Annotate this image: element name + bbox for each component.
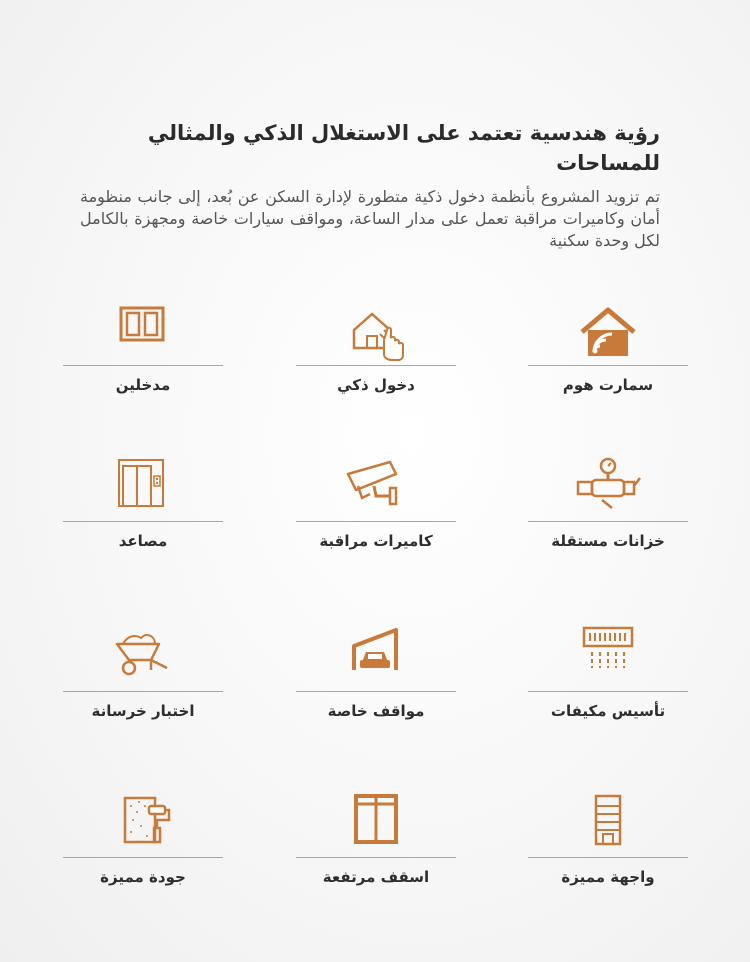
feature-label: دخول ذكي [337, 376, 415, 394]
feature-double-door [63, 300, 223, 420]
feature-label: واجهة مميزة [561, 868, 655, 886]
divider [63, 691, 223, 692]
divider [528, 857, 688, 858]
feature-quality [63, 792, 223, 912]
high-ceiling-window-icon [340, 792, 412, 856]
feature-water-tanks [528, 456, 688, 576]
feature-label: جودة مميزة [100, 868, 186, 886]
wheelbarrow-icon [107, 626, 179, 690]
feature-label: مدخلين [115, 376, 171, 394]
feature-label: تأسيس مكيفات [550, 702, 666, 720]
feature-label: مواقف خاصة [327, 702, 425, 720]
divider [296, 691, 456, 692]
feature-cameras [296, 456, 456, 576]
feature-label: خزانات مستقلة [551, 532, 665, 550]
feature-concrete-test [63, 626, 223, 746]
water-tank-valve-icon [572, 456, 644, 520]
paint-roller-wall-icon [107, 792, 179, 856]
air-conditioner-icon [572, 626, 644, 690]
smart-entry-icon [340, 300, 412, 364]
feature-smart-entry [296, 300, 456, 420]
feature-high-ceilings [296, 792, 456, 912]
feature-smart-home [528, 300, 688, 420]
divider [63, 521, 223, 522]
facade-building-icon [572, 792, 644, 856]
feature-label: كاميرات مراقبة [319, 532, 433, 550]
divider [528, 521, 688, 522]
divider [63, 365, 223, 366]
divider [296, 521, 456, 522]
smart-home-icon [572, 300, 644, 364]
divider [63, 857, 223, 858]
feature-facade [528, 792, 688, 912]
divider [296, 857, 456, 858]
double-door-icon [107, 300, 179, 364]
feature-parking [296, 626, 456, 746]
security-camera-icon [340, 456, 412, 520]
elevator-icon [107, 456, 179, 520]
feature-ac [528, 626, 688, 746]
car-garage-icon [340, 626, 412, 690]
feature-label: اسقف مرتفعة [322, 868, 430, 886]
divider [528, 691, 688, 692]
page-title: رؤية هندسية تعتمد على الاستغلال الذكي والمثالي للمساحات [147, 121, 660, 175]
feature-elevators [63, 456, 223, 576]
feature-label: سمارت هوم [562, 376, 654, 394]
feature-label: مصاعد [118, 532, 168, 550]
divider [528, 365, 688, 366]
feature-label: اختبار خرسانة [91, 702, 195, 720]
divider [296, 365, 456, 366]
intro-description: تم تزويد المشروع بأنظمة دخول ذكية متطورة لإدارة السكن عن بُعد، إلى جانب منظومة أمان وكاميرات مراقبة تعمل على مدار الساعة، ومواقف سيارات خاصة ومجهزة بالكامل لكل وحدة سكنية [80, 187, 660, 250]
